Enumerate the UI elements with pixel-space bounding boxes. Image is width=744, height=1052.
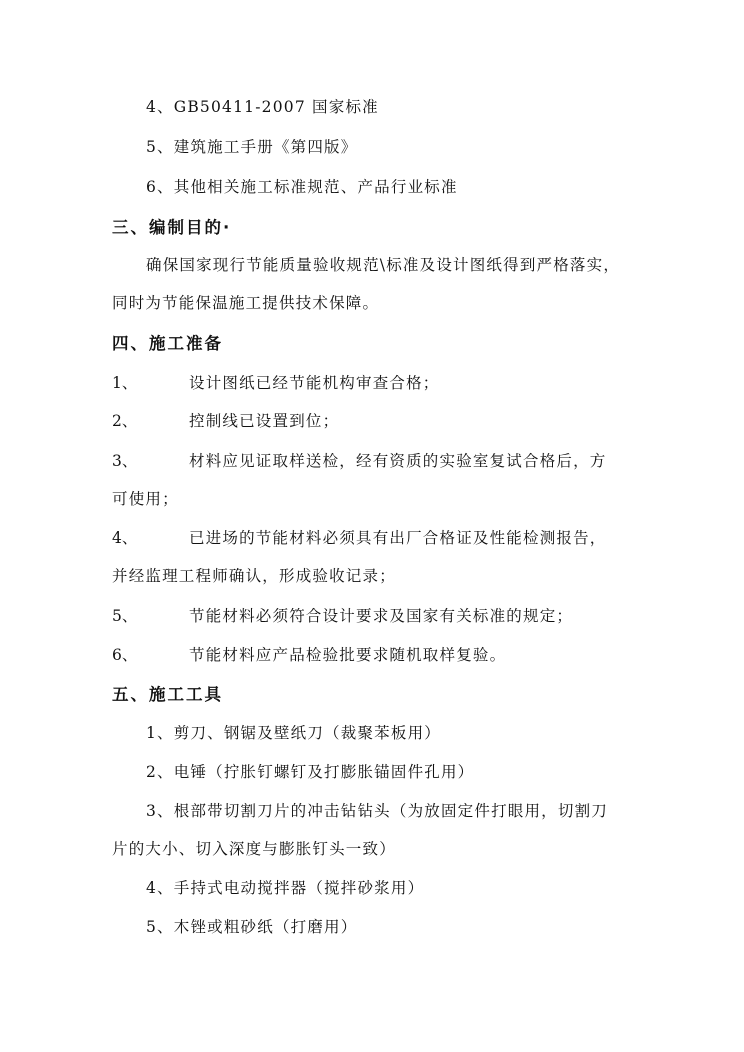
section-heading-tools: 五、施工工具 [112,685,223,704]
tool-item: 2、电锤（拧胀钉螺钉及打膨胀锚固件孔用） [146,763,475,781]
tool-item: 5、木锉或粗砂纸（打磨用） [146,918,358,936]
tool-item: 3、根部带切割刀片的冲击钻钻头（为放固定件打眼用，切割刀 [146,802,608,820]
tool-item: 4、手持式电动搅拌器（搅拌砂浆用） [146,879,425,897]
prep-item-number: 4、 [112,529,138,547]
prep-item-number: 1、 [112,374,138,392]
standard-item: 6、其他相关施工标准规范、产品行业标准 [146,178,458,196]
prep-item-text: 节能材料应产品检验批要求随机取样复验。 [189,646,507,664]
section-heading-purpose: 三、编制目的· [112,218,232,237]
purpose-paragraph-line: 确保国家现行节能质量验收规范\标准及设计图纸得到严格落实， [146,256,621,274]
section-heading-preparation: 四、施工准备 [112,334,223,353]
prep-item-text: 节能材料必须符合设计要求及国家有关标准的规定； [189,607,574,625]
standard-item: 4、GB50411-2007 国家标准 [146,98,379,116]
prep-item-number: 6、 [112,646,138,664]
prep-item-text: 材料应见证取样送检，经有资质的实验室复试合格后，方 [189,452,607,470]
tool-item-continuation: 片的大小、切入深度与膨胀钉头一致） [112,840,396,858]
prep-item-number: 2、 [112,412,138,430]
prep-item-text: 已进场的节能材料必须具有出厂合格证及性能检测报告， [189,529,607,547]
tool-item: 1、剪刀、钢锯及壁纸刀（裁聚苯板用） [146,724,441,742]
purpose-paragraph-line: 同时为节能保温施工提供技术保障。 [112,294,380,312]
prep-item-continuation: 并经监理工程师确认，形成验收记录； [112,567,396,585]
prep-item-continuation: 可使用； [112,490,179,508]
standard-item: 5、建筑施工手册《第四版》 [146,138,358,156]
prep-item-number: 3、 [112,452,138,470]
prep-item-text: 设计图纸已经节能机构审查合格； [189,374,440,392]
prep-item-number: 5、 [112,607,138,625]
prep-item-text: 控制线已设置到位； [189,412,340,430]
